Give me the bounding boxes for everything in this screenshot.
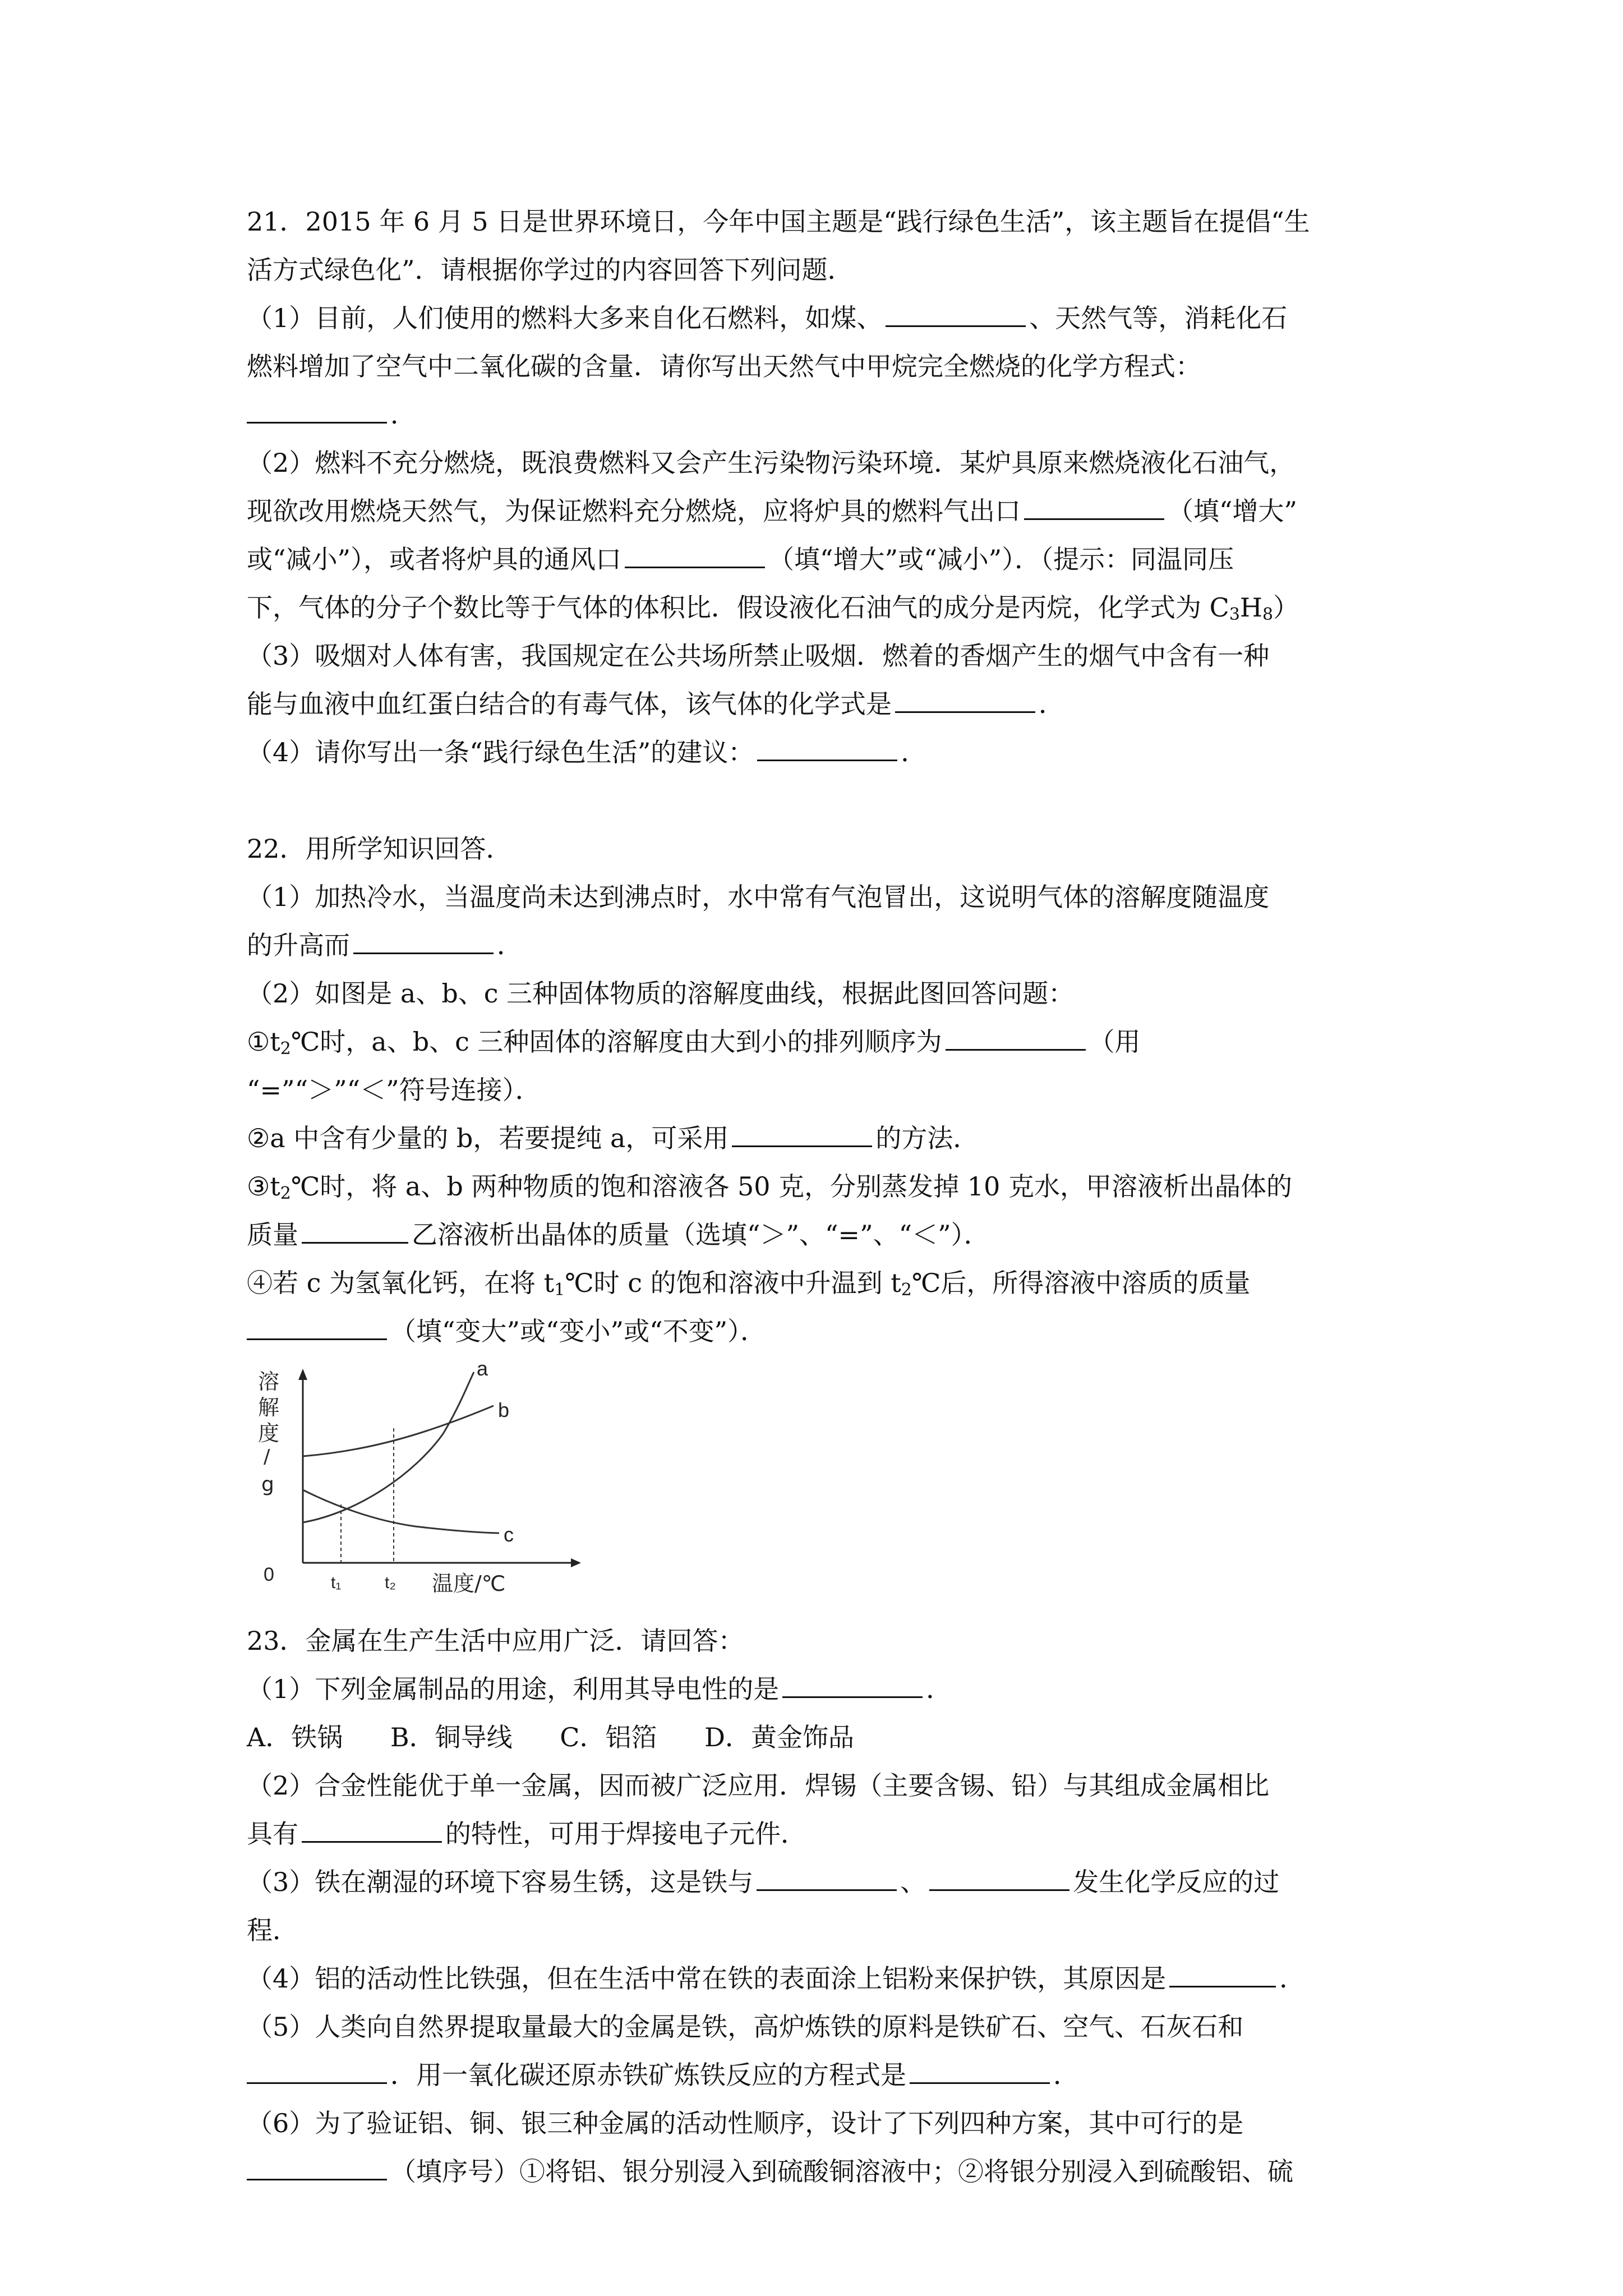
curve-a	[303, 1372, 474, 1522]
text: 的特性，可用于焊接电子元件．	[445, 1819, 806, 1849]
question-23	[247, 1617, 1391, 2196]
q21-part2-line1: （2）燃料不充分燃烧，既浪费燃料又会产生污染物污染环境．某炉具原来燃烧液化石油气，	[247, 448, 1295, 478]
y-label-char: 溶	[258, 1369, 280, 1394]
curve-b	[303, 1406, 494, 1456]
text: ．	[901, 737, 927, 767]
text: （填“增大”或“减小”）．（提示：同温同压	[768, 544, 1234, 574]
y-label-char: 度	[258, 1421, 280, 1446]
text: 、	[900, 1867, 926, 1897]
q21-title-cont: 活方式绿色化”．请根据你学过的内容回答下列问题．	[247, 255, 854, 285]
option-a[interactable]: A．铁锅	[247, 1722, 343, 1752]
answer-blank[interactable]	[1024, 487, 1164, 520]
q21-part2-line3	[247, 535, 1391, 583]
answer-blank[interactable]	[929, 1858, 1069, 1891]
answer-blank[interactable]	[782, 1665, 923, 1698]
text: ②a 中含有少量的 b，若要提纯 a，可采用	[247, 1123, 729, 1153]
q22-sub1-line1	[247, 1018, 1391, 1066]
q22-part1-line1: （1）加热冷水，当温度尚未达到沸点时，水中常有气泡冒出，这说明气体的溶解度随温度	[247, 882, 1270, 912]
text: ．	[926, 1674, 952, 1704]
text: ．	[1053, 2060, 1079, 2090]
q22-part2: （2）如图是 a、b、c 三种固体物质的溶解度曲线，根据此图回答问题：	[247, 978, 1075, 1009]
text: （4）铝的活动性比铁强，但在生活中常在铁的表面涂上铝粉来保护铁，其原因是	[247, 1963, 1166, 1994]
subscript: 2	[280, 1184, 291, 1203]
q21-part1-line1	[247, 294, 1391, 342]
q22-sub3-line2	[247, 1211, 1391, 1259]
text: ．	[390, 399, 416, 430]
subscript: 2	[280, 1039, 291, 1059]
q23-part2-line1: （2）合金性能优于单一金属，因而被广泛应用．焊锡（主要含锡、铅）与其组成金属相比	[247, 1770, 1270, 1801]
subscript: 3	[1229, 605, 1240, 624]
text: 现欲改用燃烧天然气，为保证燃料充分燃烧，应将炉具的燃料气出口	[247, 496, 1021, 526]
text: H	[1239, 592, 1263, 623]
q23-part6-line1: （6）为了验证铝、铜、银三种金属的活动性顺序，设计了下列四种方案，其中可行的是	[247, 2108, 1244, 2138]
text: 质量	[247, 1220, 298, 1250]
spacer	[247, 776, 1391, 825]
q21-part1-line2: 燃料增加了空气中二氧化碳的含量．请你写出天然气中甲烷完全燃烧的化学方程式：	[247, 351, 1201, 381]
q21-part1-line3	[247, 390, 1391, 439]
subscript: 2	[901, 1280, 912, 1300]
text: 发生化学反应的过	[1073, 1867, 1280, 1897]
answer-blank[interactable]	[247, 1307, 387, 1340]
subscript: 1	[554, 1280, 565, 1300]
label-a: a	[477, 1361, 488, 1380]
answer-blank[interactable]	[247, 390, 387, 424]
answer-blank[interactable]	[895, 680, 1035, 713]
q22-sub2	[247, 1114, 1391, 1162]
answer-blank[interactable]	[732, 1114, 872, 1147]
text: ．	[1039, 689, 1064, 719]
text: ℃后，所得溶液中溶质的质量	[911, 1268, 1251, 1298]
answer-blank[interactable]	[757, 1858, 897, 1891]
option-b[interactable]: B．铜导线	[390, 1722, 513, 1752]
q23-title: 23．金属在生产生活中应用广泛．请回答：	[247, 1626, 744, 1656]
q21-part2-line2	[247, 487, 1391, 535]
text: （用	[1089, 1027, 1141, 1057]
text: ℃时，a、b、c 三种固体的溶解度由大到小的排列顺序为	[291, 1027, 942, 1057]
text: （1）目前，人们使用的燃料大多来自化石燃料，如煤、	[247, 303, 883, 333]
q23-options	[247, 1713, 1391, 1761]
q22-sub3-line1	[247, 1162, 1391, 1211]
text: 能与血液中血红蛋白结合的有毒气体，该气体的化学式是	[247, 689, 892, 719]
text: ．	[497, 930, 523, 960]
q23-part3-line2: 程．	[247, 1915, 298, 1945]
q23-part5-line2	[247, 2051, 1391, 2099]
text: ①t	[247, 1027, 280, 1057]
label-b: b	[498, 1398, 510, 1421]
text: 的升高而	[247, 930, 350, 960]
y-label-char: 解	[258, 1395, 280, 1420]
curve-c	[303, 1490, 499, 1533]
text: 具有	[247, 1819, 298, 1849]
x-axis-label: 温度/℃	[432, 1571, 506, 1596]
answer-blank[interactable]	[757, 728, 897, 761]
text: 下，气体的分子个数比等于气体的体积比．假设液化石油气的成分是丙烷，化学式为 C	[247, 592, 1229, 623]
text: （填“变大”或“变小”或“不变”）．	[390, 1316, 767, 1346]
q23-part4	[247, 1954, 1391, 2003]
text: 的方法．	[875, 1123, 979, 1153]
text: 或“减小”），或者将炉具的通风口	[247, 544, 622, 574]
answer-blank[interactable]	[1169, 1954, 1276, 1987]
worksheet-page	[247, 197, 1391, 2196]
q22-sub1-line2: “=”“＞”“＜”符号连接）．	[247, 1075, 541, 1105]
text: ③t	[247, 1171, 280, 1202]
q21-part4	[247, 728, 1391, 776]
q21-part3-line1: （3）吸烟对人体有害，我国规定在公共场所禁止吸烟．燃着的香烟产生的烟气中含有一种	[247, 641, 1270, 671]
q22-part1-line2	[247, 921, 1391, 969]
text: （填“增大”	[1168, 496, 1298, 526]
origin-label: 0	[264, 1564, 274, 1585]
solubility-curve-figure	[247, 1361, 606, 1596]
answer-blank[interactable]	[302, 1211, 408, 1244]
q22-sub4-line2	[247, 1307, 1391, 1355]
text: ℃时，将 a、b 两种物质的饱和溶液各 50 克，分别蒸发掉 10 克水，甲溶液析出晶体的	[291, 1171, 1292, 1202]
question-21	[247, 197, 1391, 776]
q23-part3-line1	[247, 1858, 1391, 1906]
question-22	[247, 825, 1391, 1355]
q23-part5-line1: （5）人类向自然界提取量最大的金属是铁，高炉炼铁的原料是铁矿石、空气、石灰石和	[247, 2012, 1244, 2042]
q23-part2-line2	[247, 1810, 1391, 1858]
subscript: 8	[1262, 605, 1274, 624]
answer-blank[interactable]	[302, 1810, 442, 1843]
text: （4）请你写出一条“践行绿色生活”的建议：	[247, 737, 754, 767]
option-d[interactable]: D．黄金饰品	[704, 1722, 855, 1752]
t2-label: t₂	[385, 1573, 396, 1592]
solubility-graph	[247, 1361, 606, 1596]
text: ．用一氧化碳还原赤铁矿炼铁反应的方程式是	[390, 2060, 906, 2090]
q23-part6-line2	[247, 2147, 1391, 2196]
text: ．	[1279, 1963, 1306, 1994]
q22-sub4-line1	[247, 1259, 1391, 1307]
y-axis-arrow	[298, 1369, 307, 1380]
answer-blank[interactable]	[910, 2051, 1050, 2084]
text: ℃时 c 的饱和溶液中升温到 t	[565, 1268, 901, 1298]
option-c[interactable]: C．铝箔	[560, 1722, 657, 1752]
q21-part2-line4	[247, 583, 1391, 632]
answer-blank[interactable]	[247, 2147, 387, 2180]
q21-part3-line2	[247, 680, 1391, 728]
text: ）	[1273, 592, 1299, 623]
text: （3）铁在潮湿的环境下容易生锈，这是铁与	[247, 1867, 754, 1897]
answer-blank[interactable]	[946, 1018, 1086, 1051]
t1-label: t₁	[331, 1573, 342, 1592]
y-label-char: g	[261, 1473, 274, 1496]
text: （填序号）①将铝、银分别浸入到硫酸铜溶液中；②将银分别浸入到硫酸铝、硫	[390, 2156, 1293, 2187]
x-axis-arrow	[571, 1558, 581, 1567]
answer-blank[interactable]	[886, 294, 1026, 327]
q22-title: 22．用所学知识回答．	[247, 834, 512, 864]
q21-title: 21．2015 年 6 月 5 日是世界环境日，今年中国主题是“践行绿色生活”，该主题旨在提倡“生	[247, 206, 1310, 237]
answer-blank[interactable]	[625, 535, 765, 568]
y-label-char: /	[264, 1446, 270, 1468]
answer-blank[interactable]	[353, 921, 494, 954]
text: （1）下列金属制品的用途，利用其导电性的是	[247, 1674, 780, 1704]
label-c: c	[504, 1523, 514, 1546]
text: 乙溶液析出晶体的质量（选填“＞”、“=”、“＜”）．	[412, 1220, 990, 1250]
q23-part1	[247, 1665, 1391, 1713]
answer-blank[interactable]	[247, 2051, 387, 2084]
text: ④若 c 为氢氧化钙，在将 t	[247, 1268, 555, 1298]
text: 、天然气等，消耗化石	[1029, 303, 1288, 333]
